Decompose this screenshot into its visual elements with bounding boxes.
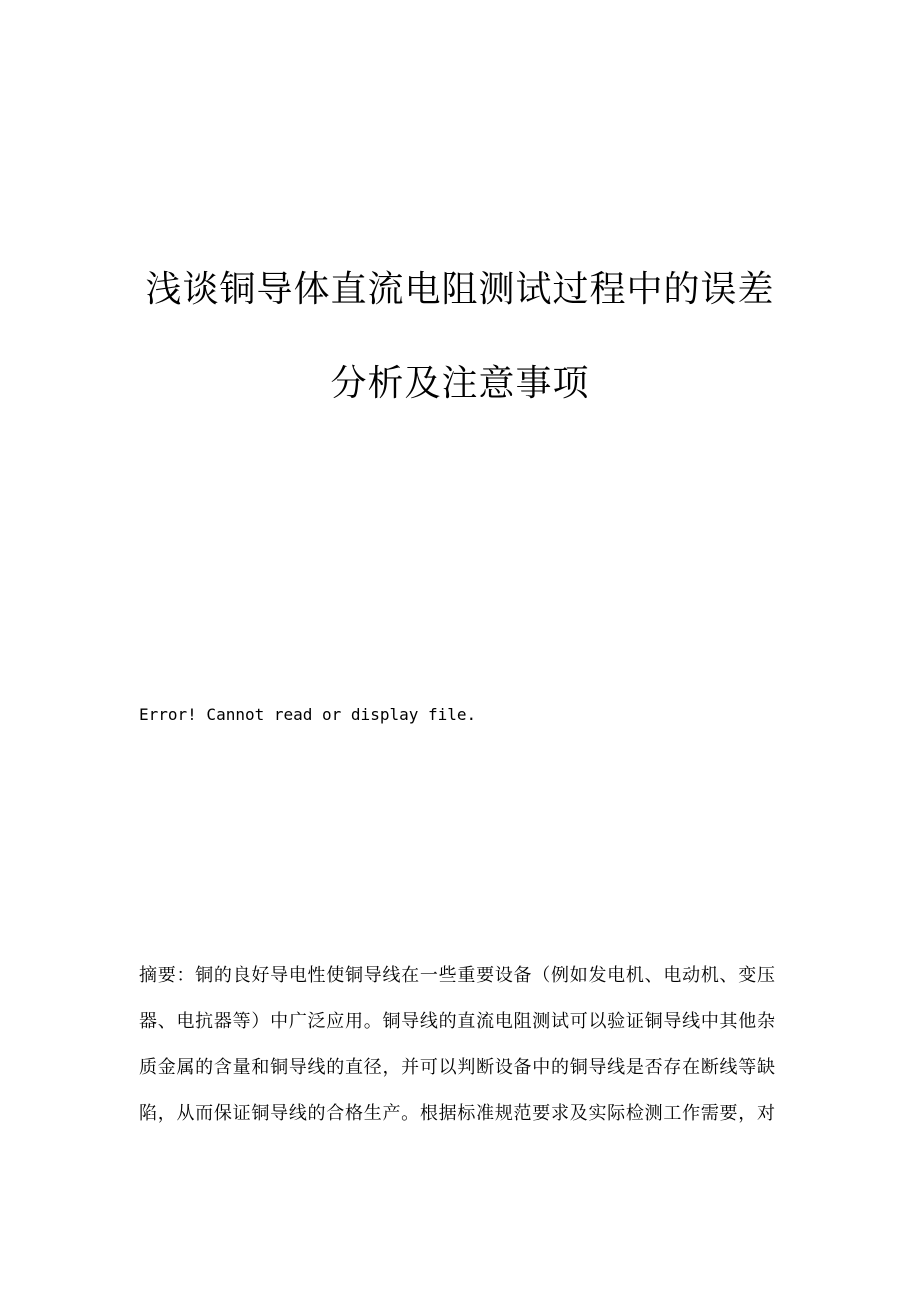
abstract-line-2: 器、电抗器等）中广泛应用。铜导线的直流电阻测试可以验证铜导线中其他杂 [139,1011,775,1032]
abstract-line-3: 质金属的含量和铜导线的直径，并可以判断设备中的铜导线是否存在断线等缺 [139,1057,775,1078]
abstract-line-4: 陷，从而保证铜导线的合格生产。根据标准规范要求及实际检测工作需要，对 [139,1103,775,1124]
abstract-line-1: 摘要：铜的良好导电性使铜导线在一些重要设备（例如发电机、电动机、变压 [139,965,775,986]
image-error-message: Error! Cannot read or display file. [139,705,477,724]
title-line-2: 分析及注意事项 [330,363,590,404]
abstract-paragraph [139,953,775,1137]
title-line-1: 浅谈铜导体直流电阻测试过程中的误差 [145,269,775,310]
